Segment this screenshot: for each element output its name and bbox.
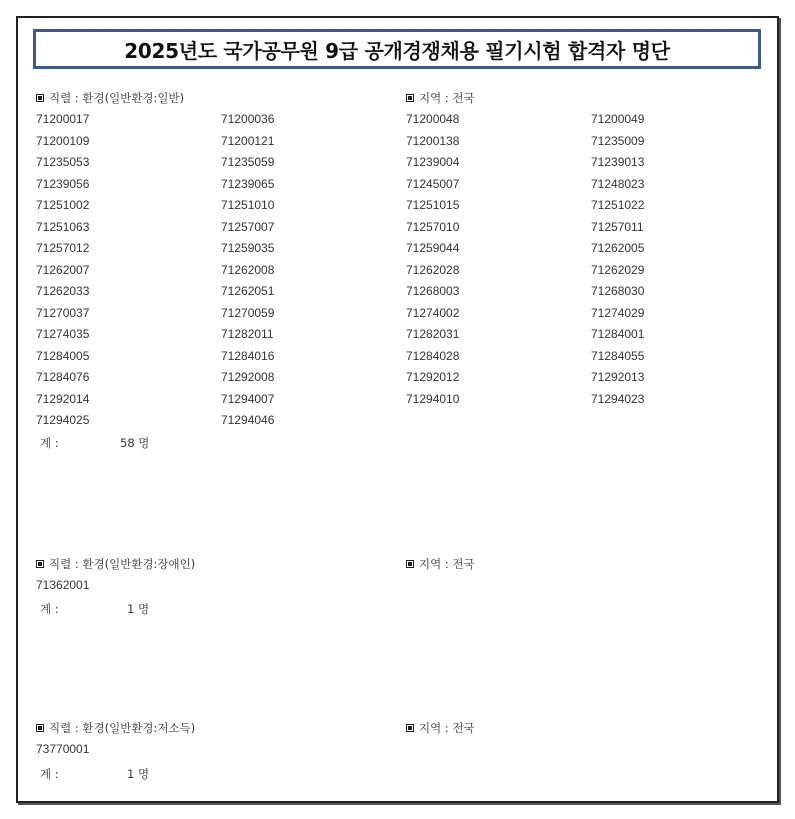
section-1-total — [40, 435, 150, 451]
candidate-number: 71268003 — [406, 284, 460, 298]
title-box — [33, 29, 761, 69]
candidate-number: 71284001 — [591, 327, 645, 341]
candidate-number: 71251010 — [221, 198, 275, 212]
candidate-number: 71284005 — [36, 348, 90, 363]
candidate-number: 71200138 — [406, 133, 460, 148]
candidate-number: 71251002 — [36, 198, 90, 212]
section-1-job-header — [36, 90, 184, 106]
total-count: 1 명 — [127, 602, 150, 616]
square-bullet-icon — [36, 724, 44, 732]
page-title: 2025년도 국가공무원 9급 공개경쟁채용 필기시험 합격자 명단 — [124, 38, 670, 63]
candidate-number: 71262029 — [591, 262, 645, 277]
candidate-number: 71259035 — [221, 241, 275, 255]
square-bullet-icon — [36, 94, 44, 102]
candidate-number: 71294007 — [221, 391, 275, 406]
candidate-number: 71259044 — [406, 241, 460, 255]
section-2-region-header — [406, 556, 475, 572]
section-2-total — [40, 601, 150, 617]
candidate-number: 71200121 — [221, 133, 275, 148]
section-3-job-header — [36, 720, 195, 736]
candidate-number: 71262007 — [36, 262, 90, 277]
candidate-number: 71262051 — [221, 284, 275, 298]
candidate-number: 71251015 — [406, 198, 460, 212]
candidate-number: 71257010 — [406, 219, 460, 234]
candidate-number: 71284016 — [221, 348, 275, 363]
total-label: 계 : — [40, 602, 59, 616]
candidate-number: 71239004 — [406, 155, 460, 169]
candidate-number: 71239065 — [221, 176, 275, 191]
candidate-number: 71257011 — [591, 219, 644, 234]
candidate-number: 71235059 — [221, 155, 275, 169]
candidate-number: 71294025 — [36, 413, 90, 427]
candidate-number: 71270059 — [221, 305, 275, 320]
page-frame — [16, 16, 779, 803]
total-label: 계 : — [40, 436, 59, 450]
region-label: 지역 : 전국 — [419, 721, 475, 735]
candidate-number: 71362001 — [36, 578, 90, 592]
candidate-number: 71274002 — [406, 305, 460, 320]
total-count: 58 명 — [120, 436, 150, 450]
candidate-number: 71274035 — [36, 327, 90, 341]
candidate-number: 71257007 — [221, 219, 275, 234]
section-1-region-header — [406, 90, 475, 106]
candidate-number: 71257012 — [36, 241, 90, 255]
candidate-number: 71294010 — [406, 391, 460, 406]
candidate-number: 71294046 — [221, 413, 275, 427]
candidate-number: 71292008 — [221, 370, 275, 384]
candidate-number: 71284028 — [406, 348, 460, 363]
candidate-number: 71245007 — [406, 176, 460, 191]
candidate-number: 71292013 — [591, 370, 645, 384]
candidate-number: 71248023 — [591, 176, 645, 191]
section-3-total — [40, 766, 150, 782]
job-label: 직렬 : 환경(일반환경:저소득) — [49, 721, 196, 735]
candidate-number: 71200049 — [591, 112, 645, 126]
candidate-number: 71294023 — [591, 391, 645, 406]
square-bullet-icon — [406, 94, 414, 102]
candidate-number: 71262028 — [406, 262, 460, 277]
candidate-number: 71282031 — [406, 327, 460, 341]
total-count: 1 명 — [127, 767, 150, 781]
candidate-number: 71262008 — [221, 262, 275, 277]
candidate-number: 71200017 — [36, 112, 90, 126]
job-label: 직렬 : 환경(일반환경:장애인) — [49, 557, 196, 571]
candidate-number: 71262005 — [591, 241, 645, 255]
candidate-number: 71282011 — [221, 327, 274, 341]
section-3-region-header — [406, 720, 475, 736]
square-bullet-icon — [36, 560, 44, 568]
candidate-number: 73770001 — [36, 742, 90, 756]
region-label: 지역 : 전국 — [419, 557, 475, 571]
candidate-number: 71268030 — [591, 284, 645, 298]
candidate-number: 71200036 — [221, 112, 275, 126]
candidate-number: 71235009 — [591, 133, 645, 148]
job-label: 직렬 : 환경(일반환경:일반) — [49, 91, 185, 105]
candidate-number: 71284076 — [36, 370, 90, 384]
square-bullet-icon — [406, 724, 414, 732]
candidate-number: 71235053 — [36, 155, 90, 169]
candidate-number: 71239056 — [36, 176, 90, 191]
candidate-number: 71274029 — [591, 305, 645, 320]
candidate-number: 71292012 — [406, 370, 460, 384]
candidate-number: 71284055 — [591, 348, 645, 363]
candidate-number: 71270037 — [36, 305, 90, 320]
region-label: 지역 : 전국 — [419, 91, 475, 105]
square-bullet-icon — [406, 560, 414, 568]
section-2-job-header — [36, 556, 195, 572]
candidate-number: 71262033 — [36, 284, 90, 298]
candidate-number: 71292014 — [36, 391, 90, 406]
candidate-number: 71251063 — [36, 219, 90, 234]
candidate-number: 71251022 — [591, 198, 645, 212]
candidate-number: 71200048 — [406, 112, 460, 126]
candidate-number: 71239013 — [591, 155, 645, 169]
total-label: 계 : — [40, 767, 59, 781]
candidate-number: 71200109 — [36, 133, 90, 148]
